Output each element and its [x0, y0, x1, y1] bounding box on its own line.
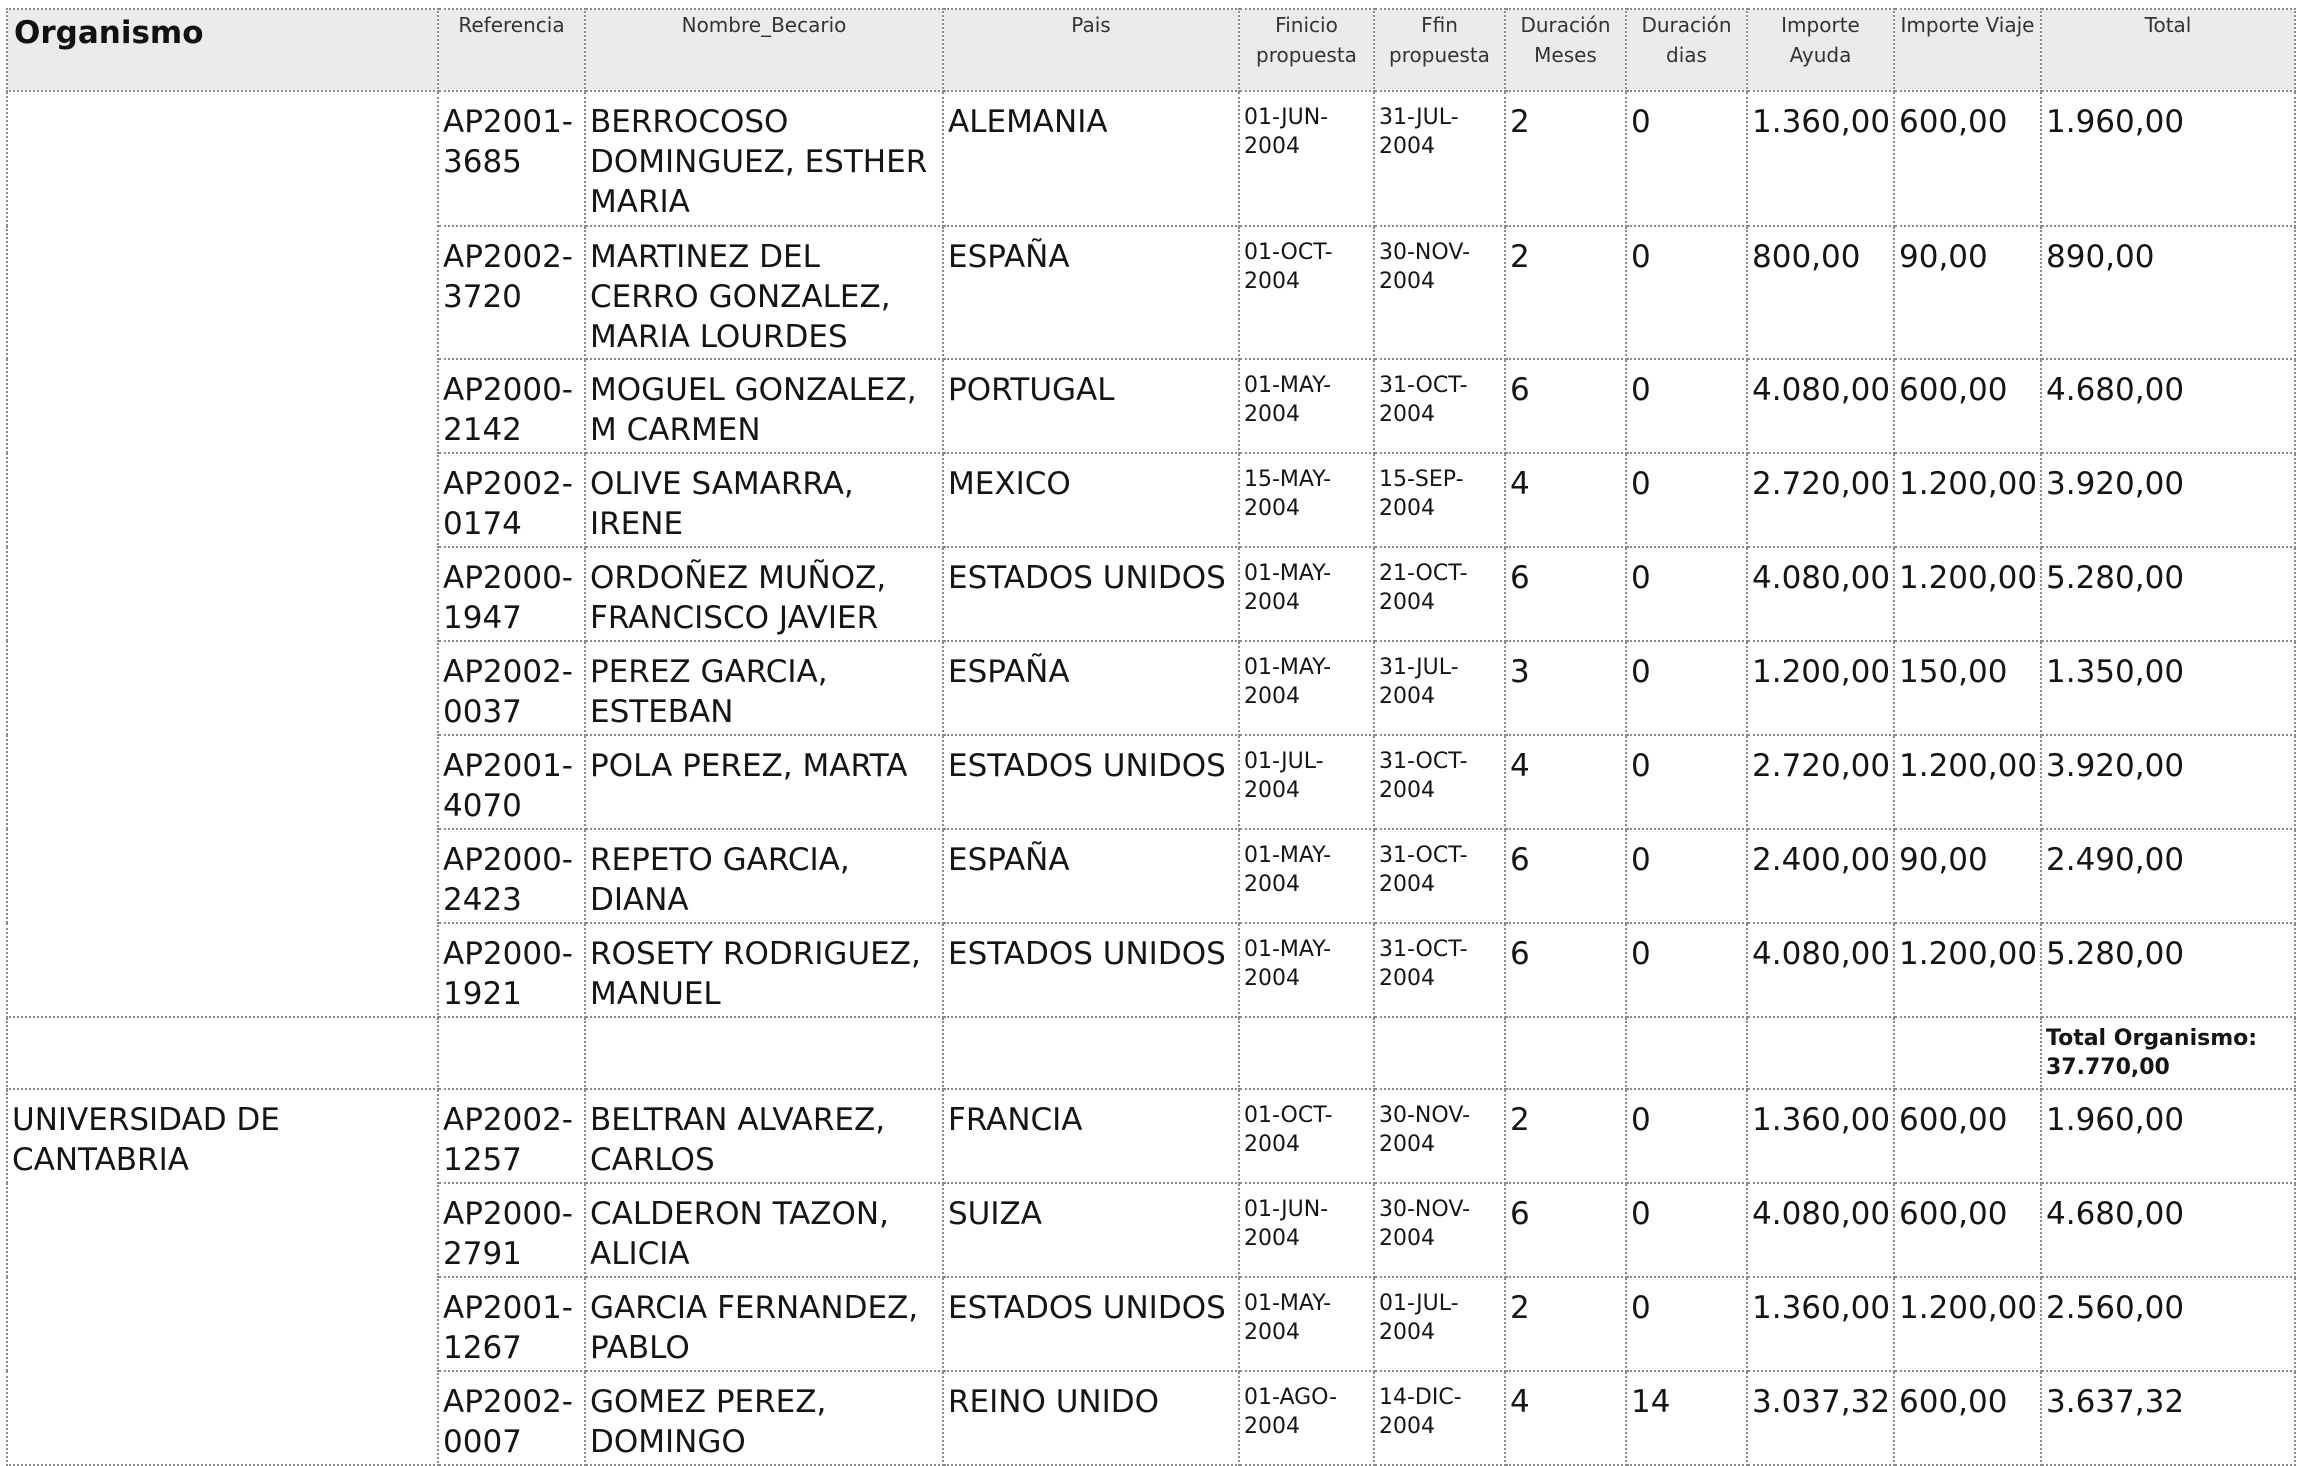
dias-cell: 0 [1626, 735, 1747, 829]
dias-cell: 0 [1626, 226, 1747, 359]
total-cell: 5.280,00 [2041, 923, 2295, 1017]
pais-cell: ESTADOS UNIDOS [943, 735, 1239, 829]
finicio-cell: 01-MAY-2004 [1239, 923, 1374, 1017]
ayuda-cell: 1.360,00 [1747, 91, 1894, 226]
dias-cell: 0 [1626, 91, 1747, 226]
ref-cell: AP2000-1947 [438, 547, 585, 641]
total-cell: 3.637,32 [2041, 1371, 2295, 1465]
col-header-total: Total [2041, 9, 2295, 91]
col-header-imp-ayuda: Importe Ayuda [1747, 9, 1894, 91]
header-row [7, 9, 2295, 91]
ffin-cell: 14-DIC-2004 [1374, 1371, 1505, 1465]
total-cell: 4.680,00 [2041, 1183, 2295, 1277]
viaje-cell: 1.200,00 [1894, 547, 2041, 641]
total-organismo-value: 37.770,00 [2046, 1055, 2170, 1080]
nombre-cell: PEREZ GARCIA, ESTEBAN [585, 641, 943, 735]
col-header-referencia: Referencia [438, 9, 585, 91]
meses-cell: 2 [1505, 1277, 1626, 1371]
ref-cell: AP2000-1921 [438, 923, 585, 1017]
becas-table [6, 8, 2296, 1466]
meses-cell: 4 [1505, 1371, 1626, 1465]
dias-cell: 0 [1626, 923, 1747, 1017]
col-header-nombre: Nombre_Becario [585, 9, 943, 91]
viaje-cell: 1.200,00 [1894, 735, 2041, 829]
dias-cell: 0 [1626, 1277, 1747, 1371]
meses-cell: 6 [1505, 923, 1626, 1017]
ffin-cell: 21-OCT-2004 [1374, 547, 1505, 641]
total-cell: 3.920,00 [2041, 735, 2295, 829]
ayuda-cell: 800,00 [1747, 226, 1894, 359]
ayuda-cell: 1.360,00 [1747, 1089, 1894, 1183]
ref-cell: AP2001-1267 [438, 1277, 585, 1371]
col-header-dur-meses: Duración Meses [1505, 9, 1626, 91]
total-cell: 3.920,00 [2041, 453, 2295, 547]
meses-cell: 6 [1505, 359, 1626, 453]
dias-cell: 0 [1626, 359, 1747, 453]
col-header-ffin: Ffin propuesta [1374, 9, 1505, 91]
dias-cell: 0 [1626, 1089, 1747, 1183]
viaje-cell: 1.200,00 [1894, 923, 2041, 1017]
pais-cell: ESPAÑA [943, 226, 1239, 359]
viaje-cell: 1.200,00 [1894, 1277, 2041, 1371]
meses-cell: 2 [1505, 1089, 1626, 1183]
ffin-cell: 31-OCT-2004 [1374, 923, 1505, 1017]
viaje-cell: 90,00 [1894, 829, 2041, 923]
ffin-cell: 31-OCT-2004 [1374, 359, 1505, 453]
nombre-cell: REPETO GARCIA, DIANA [585, 829, 943, 923]
meses-cell: 6 [1505, 1183, 1626, 1277]
col-header-imp-viaje: Importe Viaje [1894, 9, 2041, 91]
ffin-cell: 30-NOV-2004 [1374, 1183, 1505, 1277]
meses-cell: 4 [1505, 453, 1626, 547]
finicio-cell: 01-MAY-2004 [1239, 1277, 1374, 1371]
col-header-pais: Pais [943, 9, 1239, 91]
table-row [7, 91, 2295, 226]
viaje-cell: 600,00 [1894, 1183, 2041, 1277]
total-cell: 1.960,00 [2041, 1089, 2295, 1183]
viaje-cell: 1.200,00 [1894, 453, 2041, 547]
ref-cell: AP2002-0174 [438, 453, 585, 547]
pais-cell: ESPAÑA [943, 829, 1239, 923]
pais-cell: ESTADOS UNIDOS [943, 547, 1239, 641]
col-header-dur-dias: Duración dias [1626, 9, 1747, 91]
meses-cell: 6 [1505, 829, 1626, 923]
finicio-cell: 15-MAY-2004 [1239, 453, 1374, 547]
total-cell: 4.680,00 [2041, 359, 2295, 453]
viaje-cell: 600,00 [1894, 1089, 2041, 1183]
ffin-cell: 31-OCT-2004 [1374, 829, 1505, 923]
finicio-cell: 01-MAY-2004 [1239, 829, 1374, 923]
nombre-cell: GOMEZ PEREZ, DOMINGO [585, 1371, 943, 1465]
ref-cell: AP2002-0037 [438, 641, 585, 735]
nombre-cell: CALDERON TAZON, ALICIA [585, 1183, 943, 1277]
total-organismo-label: Total Organismo: [2046, 1026, 2258, 1051]
ayuda-cell: 4.080,00 [1747, 359, 1894, 453]
ayuda-cell: 4.080,00 [1747, 923, 1894, 1017]
nombre-cell: GARCIA FERNANDEZ, PABLO [585, 1277, 943, 1371]
ref-cell: AP2000-2423 [438, 829, 585, 923]
ayuda-cell: 2.720,00 [1747, 735, 1894, 829]
dias-cell: 0 [1626, 641, 1747, 735]
ref-cell: AP2002-3720 [438, 226, 585, 359]
pais-cell: REINO UNIDO [943, 1371, 1239, 1465]
col-header-organismo: Organismo [7, 9, 438, 91]
nombre-cell: BERROCOSO DOMINGUEZ, ESTHER MARIA [585, 91, 943, 226]
finicio-cell: 01-JUN-2004 [1239, 1183, 1374, 1277]
meses-cell: 2 [1505, 91, 1626, 226]
total-cell: 2.490,00 [2041, 829, 2295, 923]
viaje-cell: 600,00 [1894, 359, 2041, 453]
nombre-cell: POLA PEREZ, MARTA [585, 735, 943, 829]
viaje-cell: 90,00 [1894, 226, 2041, 359]
table-row [7, 1089, 2295, 1183]
nombre-cell: BELTRAN ALVAREZ, CARLOS [585, 1089, 943, 1183]
ref-cell: AP2002-1257 [438, 1089, 585, 1183]
nombre-cell: MOGUEL GONZALEZ, M CARMEN [585, 359, 943, 453]
ffin-cell: 30-NOV-2004 [1374, 226, 1505, 359]
finicio-cell: 01-OCT-2004 [1239, 226, 1374, 359]
nombre-cell: ORDOÑEZ MUÑOZ, FRANCISCO JAVIER [585, 547, 943, 641]
meses-cell: 6 [1505, 547, 1626, 641]
ayuda-cell: 4.080,00 [1747, 547, 1894, 641]
pais-cell: SUIZA [943, 1183, 1239, 1277]
ayuda-cell: 1.360,00 [1747, 1277, 1894, 1371]
ayuda-cell: 1.200,00 [1747, 641, 1894, 735]
ayuda-cell: 4.080,00 [1747, 1183, 1894, 1277]
total-cell: 2.560,00 [2041, 1277, 2295, 1371]
finicio-cell: 01-AGO-2004 [1239, 1371, 1374, 1465]
dias-cell: 0 [1626, 453, 1747, 547]
ref-cell: AP2001-3685 [438, 91, 585, 226]
ref-cell: AP2001-4070 [438, 735, 585, 829]
ffin-cell: 01-JUL-2004 [1374, 1277, 1505, 1371]
pais-cell: ESTADOS UNIDOS [943, 1277, 1239, 1371]
pais-cell: MEXICO [943, 453, 1239, 547]
ffin-cell: 15-SEP-2004 [1374, 453, 1505, 547]
ayuda-cell: 3.037,32 [1747, 1371, 1894, 1465]
ffin-cell: 31-OCT-2004 [1374, 735, 1505, 829]
finicio-cell: 01-JUL-2004 [1239, 735, 1374, 829]
total-cell: 1.350,00 [2041, 641, 2295, 735]
finicio-cell: 01-OCT-2004 [1239, 1089, 1374, 1183]
pais-cell: ALEMANIA [943, 91, 1239, 226]
ref-cell: AP2000-2791 [438, 1183, 585, 1277]
ffin-cell: 31-JUL-2004 [1374, 641, 1505, 735]
total-cell: 5.280,00 [2041, 547, 2295, 641]
nombre-cell: MARTINEZ DEL CERRO GONZALEZ, MARIA LOURDES [585, 226, 943, 359]
subtotal-row [7, 1017, 2295, 1089]
pais-cell: ESTADOS UNIDOS [943, 923, 1239, 1017]
total-cell: 1.960,00 [2041, 91, 2295, 226]
finicio-cell: 01-MAY-2004 [1239, 359, 1374, 453]
dias-cell: 14 [1626, 1371, 1747, 1465]
meses-cell: 2 [1505, 226, 1626, 359]
ayuda-cell: 2.720,00 [1747, 453, 1894, 547]
organismo-cell [7, 91, 438, 1017]
pais-cell: FRANCIA [943, 1089, 1239, 1183]
pais-cell: PORTUGAL [943, 359, 1239, 453]
viaje-cell: 600,00 [1894, 91, 2041, 226]
organismo-cell: UNIVERSIDAD DE CANTABRIA [7, 1089, 438, 1465]
ffin-cell: 31-JUL-2004 [1374, 91, 1505, 226]
ref-cell: AP2000-2142 [438, 359, 585, 453]
col-header-finicio: Finicio propuesta [1239, 9, 1374, 91]
becas-report [6, 8, 2294, 1460]
meses-cell: 4 [1505, 735, 1626, 829]
ayuda-cell: 2.400,00 [1747, 829, 1894, 923]
meses-cell: 3 [1505, 641, 1626, 735]
finicio-cell: 01-MAY-2004 [1239, 547, 1374, 641]
nombre-cell: OLIVE SAMARRA, IRENE [585, 453, 943, 547]
viaje-cell: 150,00 [1894, 641, 2041, 735]
ffin-cell: 30-NOV-2004 [1374, 1089, 1505, 1183]
dias-cell: 0 [1626, 1183, 1747, 1277]
finicio-cell: 01-JUN-2004 [1239, 91, 1374, 226]
total-organismo-cell [2041, 1017, 2295, 1089]
nombre-cell: ROSETY RODRIGUEZ, MANUEL [585, 923, 943, 1017]
viaje-cell: 600,00 [1894, 1371, 2041, 1465]
dias-cell: 0 [1626, 547, 1747, 641]
ref-cell: AP2002-0007 [438, 1371, 585, 1465]
total-cell: 890,00 [2041, 226, 2295, 359]
finicio-cell: 01-MAY-2004 [1239, 641, 1374, 735]
dias-cell: 0 [1626, 829, 1747, 923]
pais-cell: ESPAÑA [943, 641, 1239, 735]
